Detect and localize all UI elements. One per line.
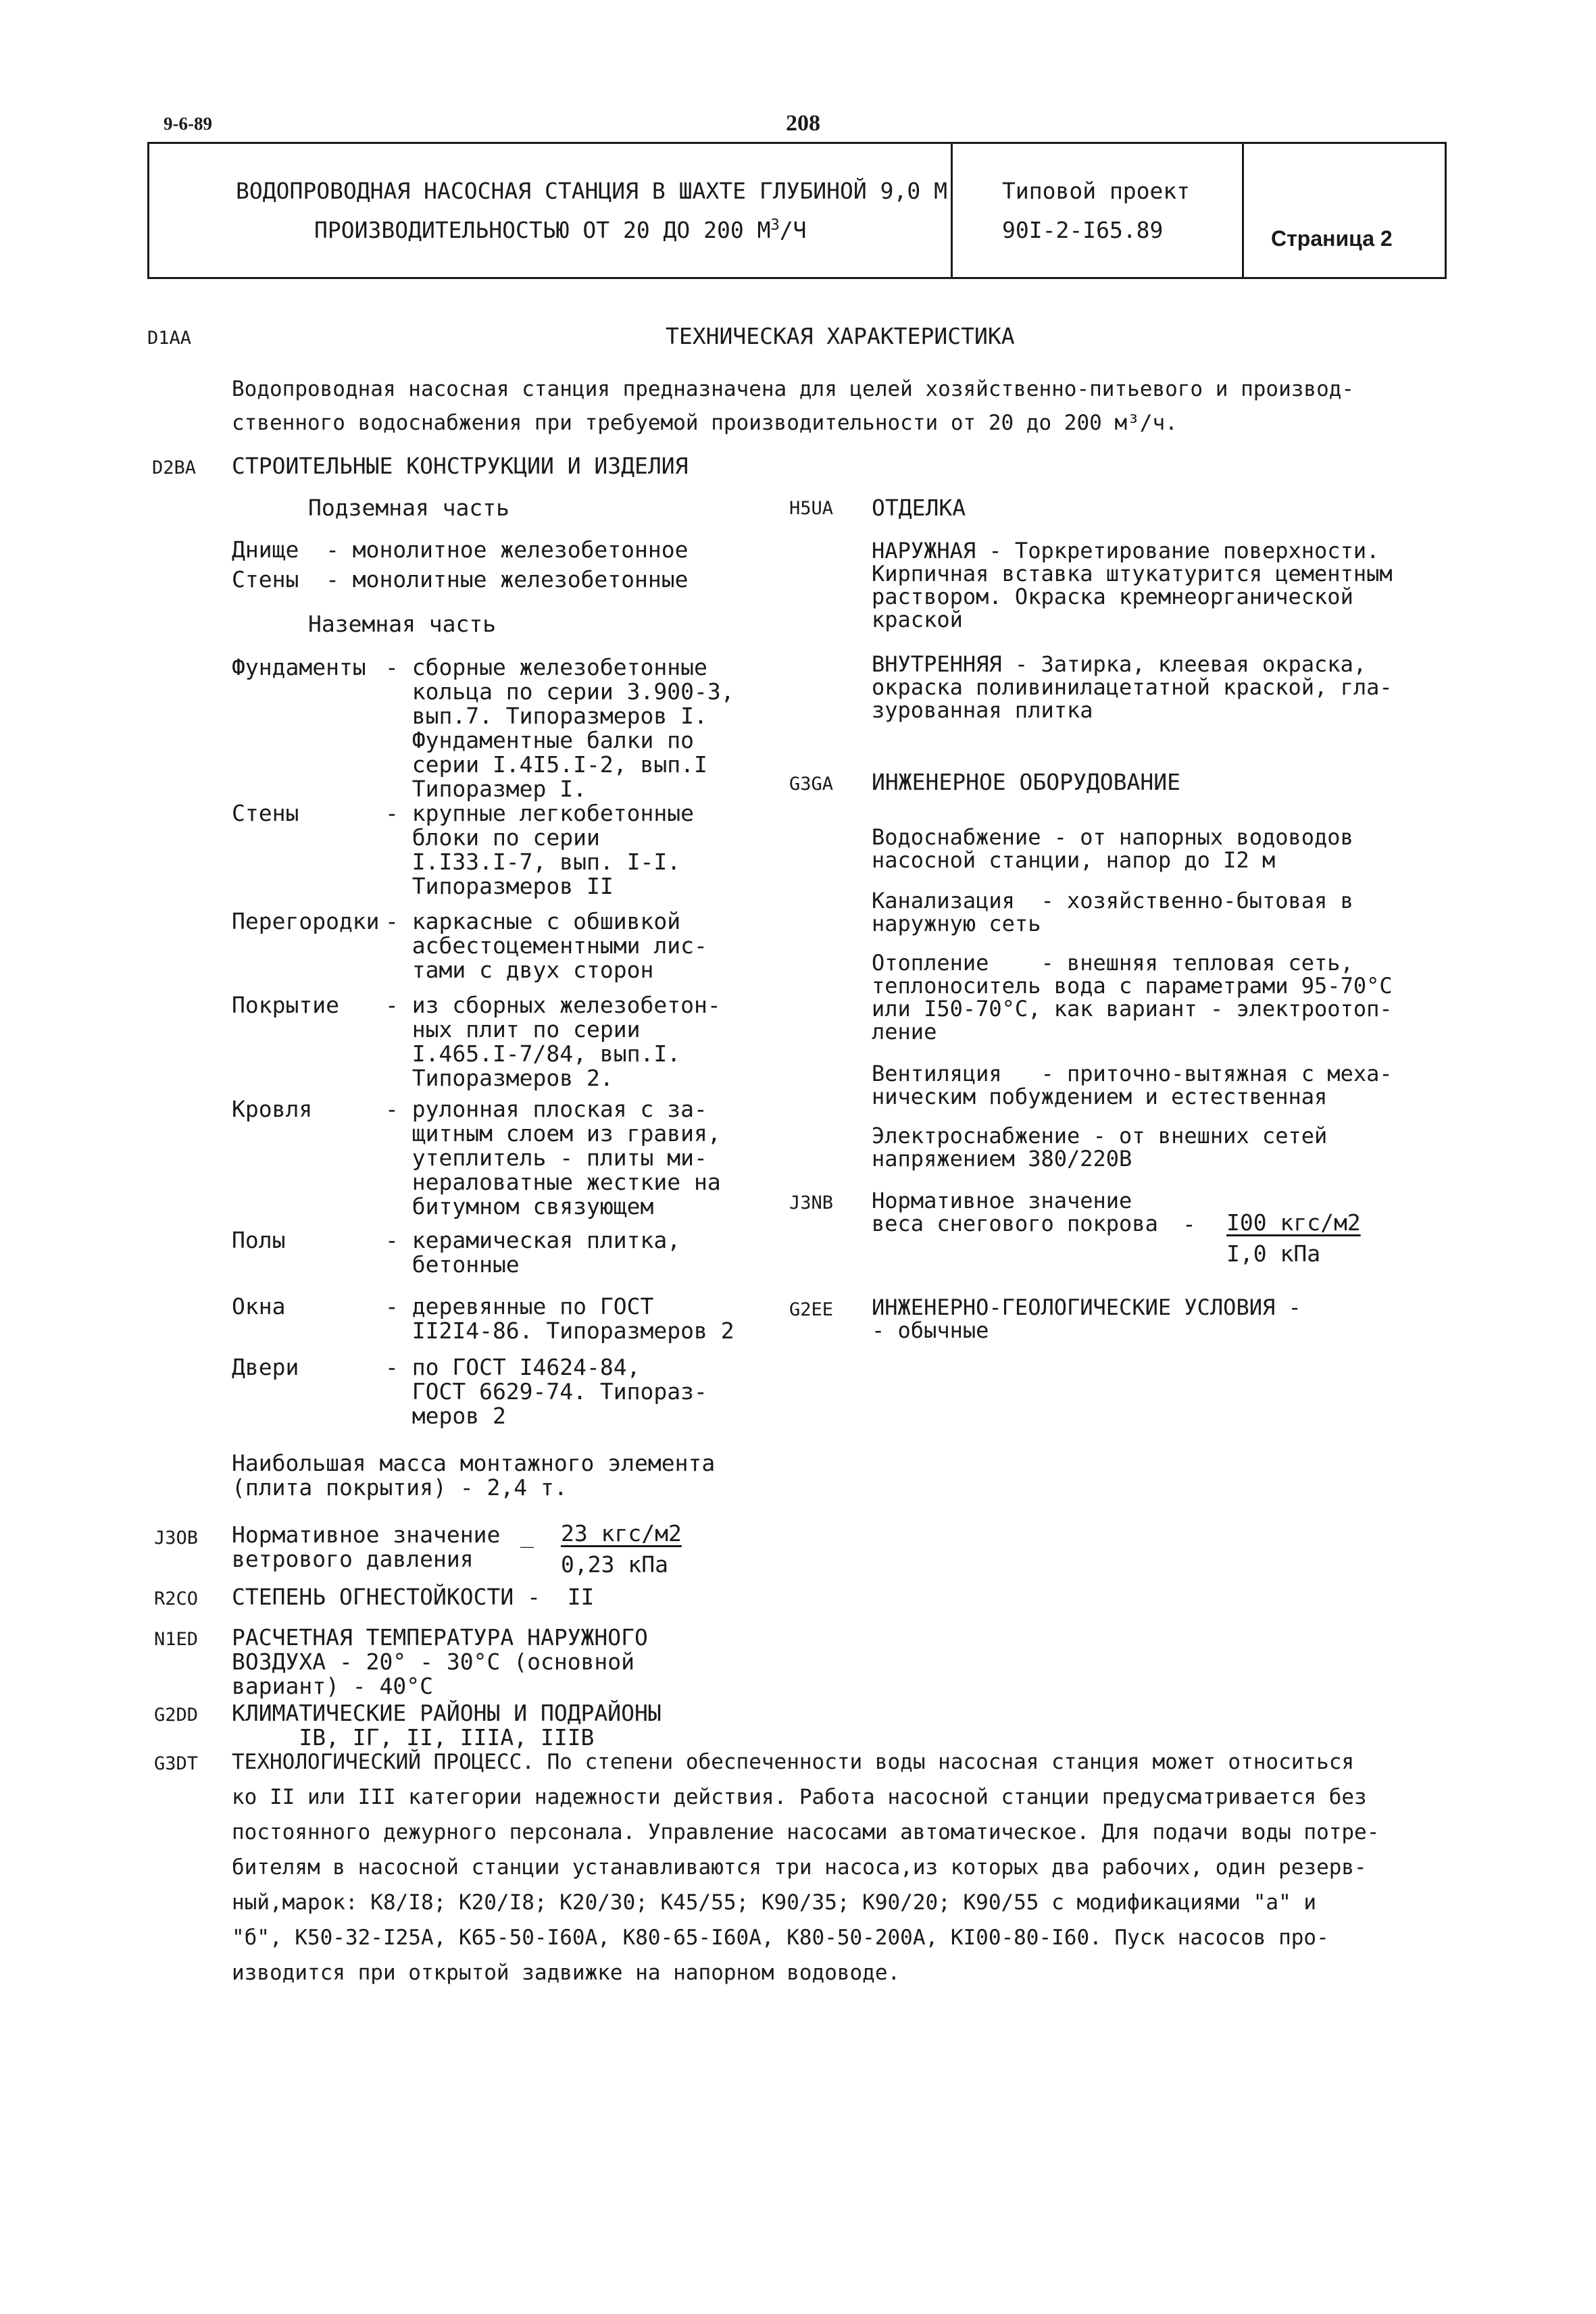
item-label: Кровля <box>232 1096 313 1122</box>
snow-label: Нормативное значение веса снегового покрова <box>872 1188 1158 1236</box>
title-line-2-superscript: 3 <box>770 217 780 234</box>
item-label: Стены <box>232 800 299 826</box>
item-label: Покрытие <box>232 992 339 1018</box>
doc-date: 9-6-89 <box>164 114 212 134</box>
finishing-exterior: НАРУЖНАЯ - Торкретирование поверхности. Кирпичная вставка штукатурится цементным раствором. Окраска кремнеорганической краской <box>872 538 1393 632</box>
title-line-2 <box>314 218 807 243</box>
engineering-heading: ИНЖЕНЕРНОЕ ОБОРУДОВАНИЕ <box>872 769 1180 795</box>
process-line: постоянного дежурного персонала. Управление насосами автоматическое. Для подачи воды потре- <box>232 1820 1380 1844</box>
process-line: ко II или III категории надежности действия. Работа насосной станции предусматривается без <box>232 1785 1367 1809</box>
process-line: "б", К50-32-I25А, К65-50-I60А, К80-65-I60А, К80-50-200А, КI00-80-I60. Пуск насосов про- <box>232 1926 1329 1950</box>
bottom-spec: Днище - монолитное железобетонное <box>232 536 689 563</box>
title-block-divider <box>951 144 953 277</box>
section-code: R2CO <box>154 1588 199 1609</box>
main-heading: ТЕХНИЧЕСКАЯ ХАРАКТЕРИСТИКА <box>666 323 1015 349</box>
finishing-heading: ОТДЕЛКА <box>872 495 966 521</box>
project-number: 90I-2-I65.89 <box>1002 217 1164 243</box>
title-block <box>147 142 1447 279</box>
title-line-2-unit: /Ч <box>779 217 807 243</box>
item-text: - рулонная плоская с за- щитным слоем из гравия, утеплитель - плиты ми- нераловатные жесткие на битумном связующем <box>385 1096 721 1219</box>
item-text: - каркасные с обшивкой асбестоцементными лис- тами с двух сторон <box>385 908 707 983</box>
item-label: Полы <box>232 1227 286 1253</box>
process-line: бителям в насосной станции устанавливаются три насоса,из которых два рабочих, один резерв- <box>232 1855 1367 1880</box>
title-line-2-text: ПРОИЗВОДИТЕЛЬНОСТЬЮ ОТ 20 ДО 200 М <box>314 217 771 243</box>
sewerage: Канализация - хозяйственно-бытовая в наружную сеть <box>872 888 1353 936</box>
wind-value-kpa: 0,23 кПа <box>561 1551 668 1578</box>
wind-dash: _ <box>520 1521 534 1548</box>
power-supply: Электроснабжение - от внешних сетей напряжением 380/220В <box>872 1123 1328 1172</box>
item-text: - керамическая плитка, бетонные <box>385 1227 681 1278</box>
item-label: Перегородки <box>232 908 380 934</box>
snow-value-kpa: I,0 кПа <box>1226 1240 1321 1267</box>
process-line: ный,марок: К8/I8; К20/I8; К20/30; К45/55; К90/35; К90/20; К90/55 с модификациями "а" и <box>232 1890 1317 1915</box>
section-code: H5UA <box>789 498 834 519</box>
section-code: J3OB <box>154 1528 199 1549</box>
ventilation: Вентиляция - приточно-вытяжная с меха- ническим побуждением и естественная <box>872 1061 1393 1109</box>
item-label: Двери <box>232 1354 299 1380</box>
climate-regions: КЛИМАТИЧЕСКИЕ РАЙОНЫ И ПОДРАЙОНЫ IВ, IГ, II, IIIА, IIIВ <box>232 1700 662 1751</box>
finishing-interior: ВНУТРЕННЯЯ - Затирка, клеевая окраска, окраска поливинилацетатной краской, гла- зурованная плитка <box>872 651 1393 723</box>
water-supply: Водоснабжение - от напорных водоводов насосной станции, напор до I2 м <box>872 824 1353 873</box>
section-code: G2EE <box>789 1299 834 1320</box>
item-text: - из сборных железобетон- ных плит по серии I.465.I-7/84, вып.I. Типоразмеров 2. <box>385 992 721 1091</box>
fire-resistance: СТЕПЕНЬ ОГНЕСТОЙКОСТИ - II <box>232 1584 595 1610</box>
snow-dash: - <box>1182 1211 1196 1237</box>
intro-line-1: Водопроводная насосная станция предназначена для целей хозяйственно-питьевого и производ- <box>232 377 1355 401</box>
construction-heading: СТРОИТЕЛЬНЫЕ КОНСТРУКЦИИ И ИЗДЕЛИЯ <box>232 453 689 479</box>
section-code: D1AA <box>147 328 192 349</box>
section-code: N1ED <box>154 1629 199 1650</box>
title-block-divider <box>1242 144 1244 277</box>
wind-value-kgs: 23 кгс/м2 <box>561 1520 682 1546</box>
item-text: - сборные железобетонные кольца по серии 3.900-3, вып.7. Типоразмеров I. Фундаментные балки по серии I.4I5.I-2, вып.I Типоразмер I. <box>385 654 734 802</box>
section-code: G2DD <box>154 1705 199 1726</box>
page-number: 208 <box>786 111 820 136</box>
sheet-label: Страница 2 <box>1271 226 1393 251</box>
max-mass-note: Наибольшая масса монтажного элемента (плита покрытия) - 2,4 т. <box>232 1450 716 1501</box>
section-code: D2BA <box>152 457 197 478</box>
title-line-1: ВОДОПРОВОДНАЯ НАСОСНАЯ СТАНЦИЯ В ШАХТЕ ГЛУБИНОЙ 9,0 М <box>236 178 947 204</box>
walls-underground-spec: Стены - монолитные железобетонные <box>232 566 689 593</box>
process-line: изводится при открытой задвижке на напорном водоводе. <box>232 1961 901 1985</box>
item-text: - крупные легкобетонные блоки по серии I.I33.I-7, вып. I-I. Типоразмеров II <box>385 800 694 899</box>
item-label: Фундаменты <box>232 654 366 680</box>
design-temperature: РАСЧЕТНАЯ ТЕМПЕРАТУРА НАРУЖНОГО ВОЗДУХА - 20° - 30°С (основной вариант) - 40°С <box>232 1624 648 1699</box>
underground-heading: Подземная часть <box>308 495 510 521</box>
item-text: - по ГОСТ I4624-84, ГОСТ 6629-74. Типораз- меров 2 <box>385 1354 707 1429</box>
process-line: ТЕХНОЛОГИЧЕСКИЙ ПРОЦЕСС. По степени обеспеченности воды насосная станция может относиться <box>232 1750 1355 1774</box>
project-label: Типовой проект <box>1002 178 1191 204</box>
snow-value-kgs: I00 кгс/м2 <box>1226 1209 1361 1236</box>
intro-line-2: ственного водоснабжения при требуемой производительности от 20 до 200 м³/ч. <box>232 411 1178 435</box>
item-text: - деревянные по ГОСТ II2I4-86. Типоразмеров 2 <box>385 1293 734 1344</box>
section-code: G3DT <box>154 1753 199 1774</box>
section-code: G3GA <box>789 774 834 795</box>
aboveground-heading: Наземная часть <box>308 611 497 637</box>
heating: Отопление - внешняя тепловая сеть, теплоноситель вода с параметрами 95-70°С или I50-70°С, как вариант - электроотоп- ление <box>872 950 1393 1045</box>
wind-label: Нормативное значение ветрового давления <box>232 1521 501 1572</box>
item-label: Окна <box>232 1293 286 1319</box>
geology-conditions: ИНЖЕНЕРНО-ГЕОЛОГИЧЕСКИЕ УСЛОВИЯ - - обычные <box>872 1294 1301 1343</box>
section-code: J3NB <box>789 1192 834 1213</box>
